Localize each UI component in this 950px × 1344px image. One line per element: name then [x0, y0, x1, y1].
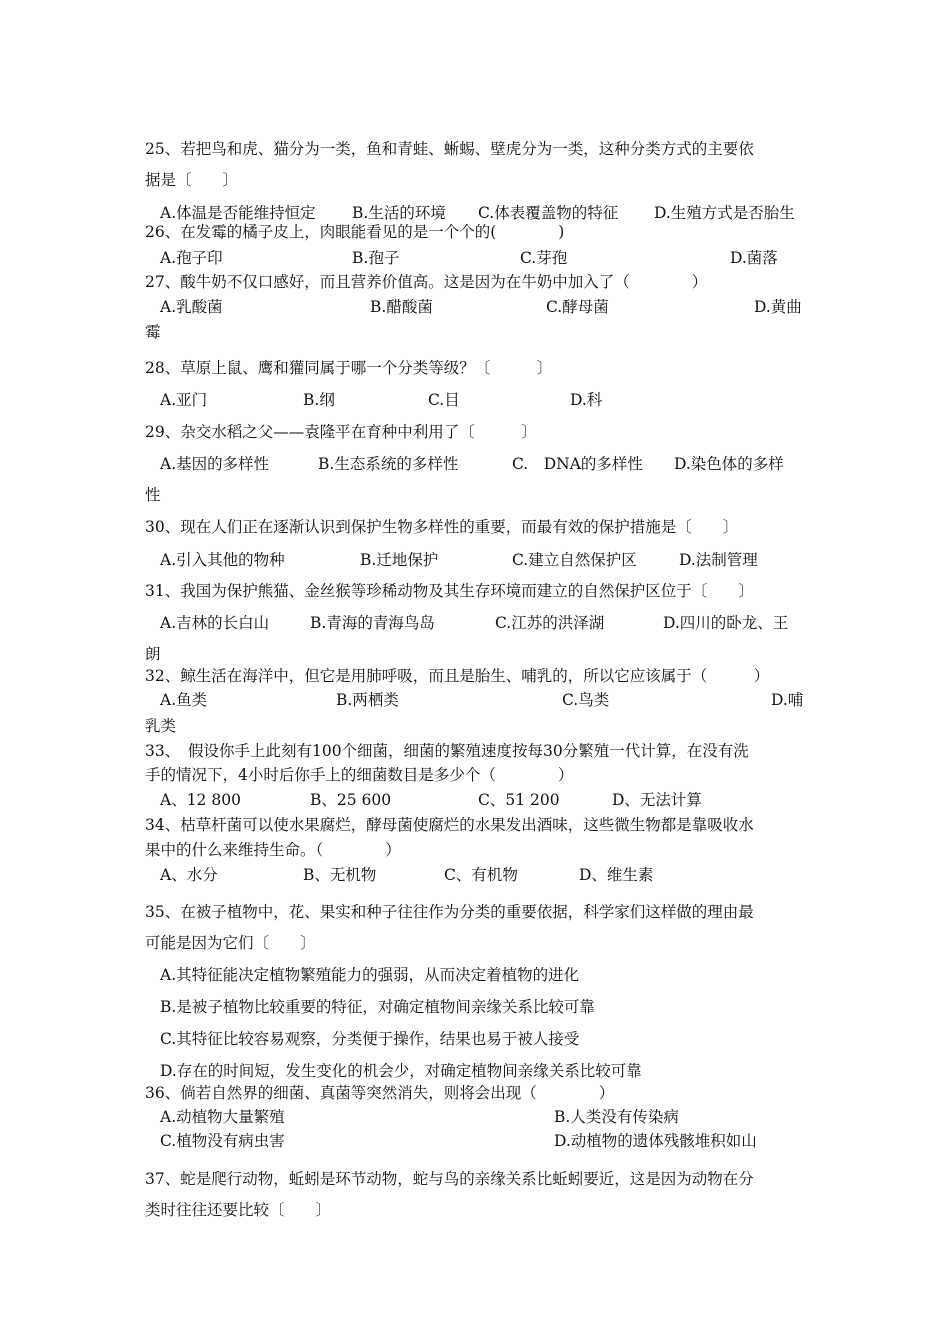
question-33-stem-line-1: 33、 假设你手上此刻有100个细菌，细菌的繁殖速度按每30分繁殖一代计算，在没有洗 [145, 742, 749, 760]
question-33-stem-line-2: 手的情况下，4小时后你手上的细菌数目是多少个（ ） [145, 766, 574, 784]
question-29-option-a: A.基因的多样性 [160, 455, 270, 473]
question-36-option-b: B.人类没有传染病 [554, 1108, 679, 1126]
question-26-option-d: D.菌落 [730, 249, 778, 267]
question-32-option-c: C.鸟类 [562, 691, 610, 709]
question-30-option-a: A.引入其他的物种 [160, 551, 285, 569]
question-31-option-a: A.吉林的长白山 [160, 614, 270, 632]
question-25-option-b: B.生活的环境 [352, 204, 446, 222]
question-35-option-c: C.其特征比较容易观察，分类便于操作，结果也易于被人接受 [160, 1030, 580, 1048]
question-32-option-d-wrap: 乳类 [145, 717, 177, 735]
question-26-stem: 26、在发霉的橘子皮上，肉眼能看见的是一个个的( ) [145, 223, 565, 241]
question-31-option-c: C.江苏的洪泽湖 [495, 614, 605, 632]
question-33-option-d: D、无法计算 [612, 791, 702, 809]
question-29-option-c: C. DNA的多样性 [512, 455, 643, 473]
question-31-stem: 31、我国为保护熊猫、金丝猴等珍稀动物及其生存环境而建立的自然保护区位于〔 〕 [145, 582, 754, 600]
question-37-stem-line-2: 类时往往还要比较〔 〕 [145, 1201, 332, 1219]
question-25-stem-line-1: 25、若把鸟和虎、猫分为一类，鱼和青蛙、蜥蜴、壁虎分为一类，这种分类方式的主要依 [145, 140, 754, 158]
question-33-option-a: A、12 800 [160, 791, 241, 809]
question-26-option-a: A.孢子印 [160, 249, 223, 267]
question-27-option-d: D.黄曲 [754, 298, 802, 316]
question-35-option-a: A.其特征能决定植物繁殖能力的强弱，从而决定着植物的进化 [160, 966, 580, 984]
question-29-option-b: B.生态系统的多样性 [318, 455, 459, 473]
question-30-option-c: C.建立自然保护区 [512, 551, 637, 569]
question-35-option-b: B.是被子植物比较重要的特征，对确定植物间亲缘关系比较可靠 [160, 998, 595, 1016]
question-30-option-b: B.迁地保护 [360, 551, 439, 569]
question-32-option-a: A.鱼类 [160, 691, 208, 709]
question-25-option-d: D.生殖方式是否胎生 [654, 204, 795, 222]
question-34-stem-line-1: 34、枯草杆菌可以使水果腐烂，酵母菌使腐烂的水果发出酒味，这些微生物都是靠吸收水 [145, 816, 754, 834]
question-28-option-c: C.目 [428, 391, 460, 409]
question-31-option-d: D.四川的卧龙、王 [663, 614, 789, 632]
question-27-option-c: C.酵母菌 [546, 298, 609, 316]
question-34-stem-line-2: 果中的什么来维持生命。（ ） [145, 841, 401, 859]
question-36-option-c: C.植物没有病虫害 [160, 1132, 285, 1150]
question-36-option-d: D.动植物的遗体残骸堆积如山 [554, 1132, 757, 1150]
question-31-option-d-wrap: 朗 [145, 645, 161, 663]
question-30-stem: 30、现在人们正在逐渐认识到保护生物多样性的重要，而最有效的保护措施是〔 〕 [145, 518, 739, 536]
question-36-option-a: A.动植物大量繁殖 [160, 1108, 285, 1126]
question-28-option-a: A.亚门 [160, 391, 208, 409]
question-37-stem-line-1: 37、蛇是爬行动物，蚯蚓是环节动物，蛇与鸟的亲缘关系比蚯蚓要近，这是因为动物在分 [145, 1170, 754, 1188]
question-28-option-d: D.科 [570, 391, 603, 409]
question-35-option-d: D.存在的时间短，发生变化的机会少，对确定植物间亲缘关系比较可靠 [160, 1062, 642, 1080]
question-29-stem: 29、杂交水稻之父——袁隆平在育种中利用了〔 〕 [145, 423, 537, 441]
question-28-stem: 28、草原上鼠、鹰和獾同属于哪一个分类等级？〔 〕 [145, 359, 553, 377]
question-27-option-d-wrap: 霉 [145, 323, 161, 341]
question-29-option-d-wrap: 性 [145, 486, 161, 504]
question-32-option-b: B.两栖类 [336, 691, 399, 709]
question-35-stem-line-1: 35、在被子植物中，花、果实和种子往往作为分类的重要依据，科学家们这样做的理由最 [145, 903, 754, 921]
question-34-option-d: D、维生素 [579, 866, 654, 884]
question-34-option-c: C、有机物 [444, 866, 518, 884]
question-28-option-b: B.纲 [303, 391, 335, 409]
question-32-option-d: D.哺 [771, 691, 804, 709]
question-26-option-b: B.孢子 [352, 249, 400, 267]
question-26-option-c: C.芽孢 [520, 249, 568, 267]
question-34-option-a: A、水分 [160, 866, 218, 884]
question-35-stem-line-2: 可能是因为它们〔 〕 [145, 934, 316, 952]
question-25-option-c: C.体表覆盖物的特征 [478, 204, 619, 222]
question-25-stem-line-2: 据是〔 〕 [145, 171, 239, 189]
question-30-option-d: D.法制管理 [679, 551, 758, 569]
question-32-stem: 32、鲸生活在海洋中，但它是用肺呼吸，而且是胎生、哺乳的，所以它应该属于（ ） [145, 667, 770, 685]
question-29-option-d: D.染色体的多样 [674, 455, 784, 473]
question-27-option-a: A.乳酸菌 [160, 298, 223, 316]
question-25-option-a: A.体温是否能维持恒定 [160, 204, 316, 222]
question-34-option-b: B、无机物 [303, 866, 377, 884]
question-27-stem: 27、酸牛奶不仅口感好，而且营养价值高。这是因为在牛奶中加入了（ ） [145, 273, 708, 291]
question-33-option-c: C、51 200 [478, 791, 560, 809]
question-33-option-b: B、25 600 [310, 791, 392, 809]
question-31-option-b: B.青海的青海鸟岛 [310, 614, 435, 632]
question-27-option-b: B.醋酸菌 [370, 298, 433, 316]
question-36-stem: 36、倘若自然界的细菌、真菌等突然消失，则将会出现（ ） [145, 1084, 615, 1102]
